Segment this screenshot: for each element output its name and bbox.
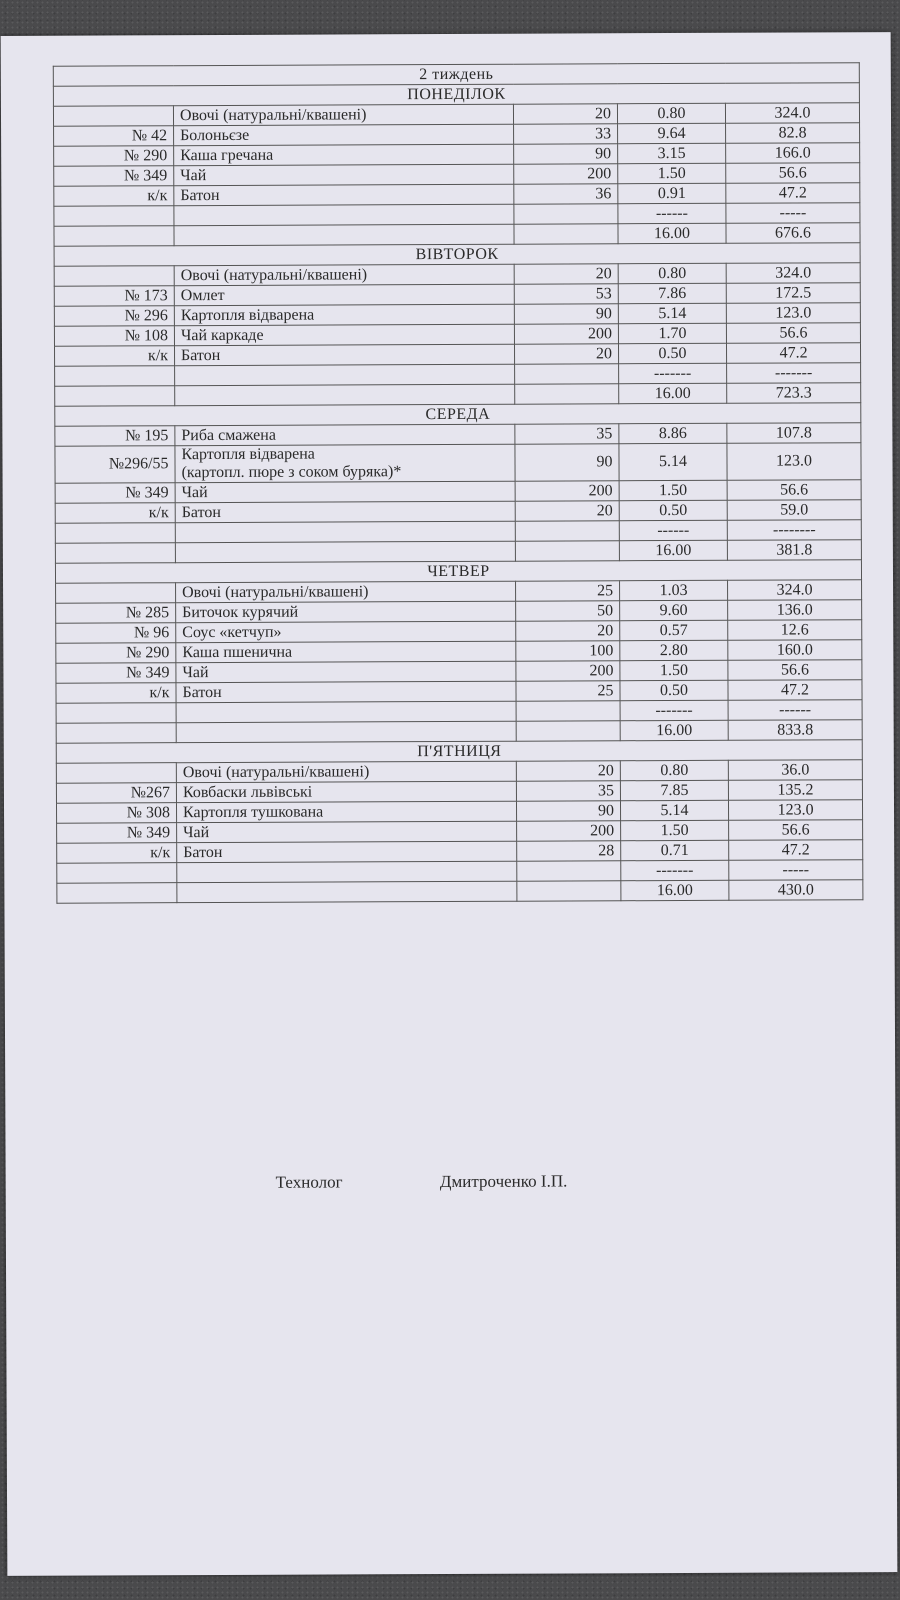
dish-name: Батон xyxy=(176,681,516,702)
dish-name: Чай каркаде xyxy=(174,324,514,345)
dish-name: Картопля тушкована xyxy=(176,801,516,822)
empty-cell xyxy=(57,883,177,904)
signature-block xyxy=(276,1171,568,1192)
empty-cell xyxy=(517,881,621,901)
dish-kcal: 59.0 xyxy=(727,500,861,521)
signature-role: Технолог xyxy=(275,1172,343,1192)
dish-kcal: 47.2 xyxy=(726,183,860,204)
dish-price: 0.80 xyxy=(618,263,726,283)
portion-weight: 90 xyxy=(516,801,620,821)
recipe-code: к/к xyxy=(55,503,175,524)
dish-price: 2.80 xyxy=(620,640,728,660)
dish-name: Батон xyxy=(174,184,514,205)
empty-cell xyxy=(515,384,619,404)
menu-sheet xyxy=(1,32,898,1576)
empty-cell xyxy=(516,701,620,721)
dish-kcal: 56.6 xyxy=(729,820,863,841)
recipe-code: № 290 xyxy=(56,643,176,664)
dish-price: 7.86 xyxy=(618,283,726,303)
portion-weight: 25 xyxy=(516,581,620,601)
day-name: ПОНЕДІЛОК xyxy=(53,83,859,107)
dish-name: Батон xyxy=(174,344,514,365)
dish-kcal: 56.6 xyxy=(726,163,860,184)
dish-kcal: 324.0 xyxy=(725,103,859,124)
recipe-code xyxy=(56,763,176,784)
empty-cell xyxy=(515,521,619,541)
dish-kcal: 324.0 xyxy=(728,580,862,601)
price-separator: ------- xyxy=(620,700,728,720)
dish-price: 5.14 xyxy=(619,443,727,480)
dish-kcal: 47.2 xyxy=(729,840,863,861)
empty-cell xyxy=(56,723,176,744)
recipe-code xyxy=(54,266,174,287)
empty-cell xyxy=(174,224,514,245)
empty-cell xyxy=(514,224,618,244)
portion-weight: 200 xyxy=(516,661,620,681)
dish-price: 1.50 xyxy=(618,163,726,183)
portion-weight: 90 xyxy=(514,144,618,164)
dish-name: Овочі (натуральні/квашені) xyxy=(174,264,514,285)
total-kcal: 381.8 xyxy=(727,540,861,561)
empty-cell xyxy=(56,703,176,724)
dish-kcal: 47.2 xyxy=(728,680,862,701)
recipe-code: № 349 xyxy=(56,663,176,684)
dish-name: Батон xyxy=(177,841,517,862)
price-separator: ------ xyxy=(618,203,726,223)
recipe-code: № 42 xyxy=(54,126,174,147)
portion-weight: 25 xyxy=(516,681,620,701)
recipe-code: № 349 xyxy=(57,823,177,844)
total-row xyxy=(57,880,863,904)
portion-weight: 20 xyxy=(515,501,619,521)
recipe-code: № 285 xyxy=(56,603,176,624)
recipe-code: № 96 xyxy=(56,623,176,644)
empty-cell xyxy=(517,861,621,881)
dish-name: Ковбаски львівські xyxy=(176,781,516,802)
empty-cell xyxy=(55,523,175,544)
recipe-code: к/к xyxy=(56,683,176,704)
dish-price: 0.80 xyxy=(617,103,725,123)
dish-price: 1.50 xyxy=(619,480,727,500)
empty-cell xyxy=(55,543,175,564)
dish-name: Соус «кетчуп» xyxy=(176,621,516,642)
recipe-code: № 349 xyxy=(55,483,175,504)
dish-kcal: 166.0 xyxy=(726,143,860,164)
dish-kcal: 123.0 xyxy=(728,800,862,821)
dish-kcal: 36.0 xyxy=(728,760,862,781)
dish-name-cell xyxy=(175,444,515,482)
portion-weight: 200 xyxy=(514,164,618,184)
portion-weight: 200 xyxy=(514,324,618,344)
portion-weight: 35 xyxy=(516,781,620,801)
empty-cell xyxy=(515,541,619,561)
dish-price: 1.03 xyxy=(620,580,728,600)
empty-cell xyxy=(514,204,618,224)
dish-price: 7.85 xyxy=(620,780,728,800)
dish-name: Овочі (натуральні/квашені) xyxy=(173,104,513,125)
day-name: СЕРЕДА xyxy=(55,403,861,427)
dish-price: 0.57 xyxy=(620,620,728,640)
portion-weight: 200 xyxy=(515,481,619,501)
portion-weight: 90 xyxy=(515,444,619,481)
empty-cell xyxy=(516,721,620,741)
dish-price: 0.71 xyxy=(621,840,729,860)
signature-name: Дмитроченко І.П. xyxy=(439,1171,568,1192)
empty-cell xyxy=(175,364,515,385)
dish-name: Картопля відварена xyxy=(181,445,315,464)
dish-price: 0.91 xyxy=(618,183,726,203)
dish-price: 0.50 xyxy=(618,343,726,363)
total-price: 16.00 xyxy=(619,540,727,560)
dish-price: 5.14 xyxy=(620,800,728,820)
dish-name: Биточок курячий xyxy=(176,601,516,622)
empty-cell xyxy=(175,541,515,562)
recipe-code: № 349 xyxy=(54,166,174,187)
weekly-menu-table xyxy=(53,62,864,904)
recipe-code xyxy=(56,583,176,604)
recipe-code: № 296 xyxy=(54,306,174,327)
recipe-code: №267 xyxy=(56,783,176,804)
empty-cell xyxy=(57,863,177,884)
dish-note: (картопл. пюре з соком буряка)* xyxy=(181,463,402,482)
recipe-code: № 108 xyxy=(54,326,174,347)
total-price: 16.00 xyxy=(618,223,726,243)
total-kcal: 676.6 xyxy=(726,223,860,244)
portion-weight: 50 xyxy=(516,601,620,621)
empty-cell xyxy=(176,721,516,742)
empty-cell xyxy=(515,364,619,384)
week-title: 2 тиждень xyxy=(53,63,859,87)
day-name: П'ЯТНИЦЯ xyxy=(56,740,862,764)
dish-name: Каша гречана xyxy=(174,144,514,165)
day-name: ВІВТОРОК xyxy=(54,243,860,267)
portion-weight: 20 xyxy=(513,104,617,124)
dish-name: Картопля відварена xyxy=(174,304,514,325)
recipe-code: к/к xyxy=(54,186,174,207)
dish-kcal: 136.0 xyxy=(728,600,862,621)
recipe-code: № 173 xyxy=(54,286,174,307)
dish-price: 0.50 xyxy=(619,500,727,520)
recipe-code xyxy=(53,106,173,127)
empty-cell xyxy=(177,861,517,882)
dish-price: 0.80 xyxy=(620,760,728,780)
price-separator: ------- xyxy=(619,363,727,383)
dish-name: Чай xyxy=(176,661,516,682)
portion-weight: 20 xyxy=(514,344,618,364)
dish-price: 3.15 xyxy=(618,143,726,163)
portion-weight: 200 xyxy=(517,821,621,841)
dish-price: 9.60 xyxy=(620,600,728,620)
dish-kcal: 160.0 xyxy=(728,640,862,661)
dish-kcal: 82.8 xyxy=(726,123,860,144)
empty-cell xyxy=(175,384,515,405)
dish-kcal: 172.5 xyxy=(726,283,860,304)
portion-weight: 53 xyxy=(514,284,618,304)
portion-weight: 36 xyxy=(514,184,618,204)
dish-name: Овочі (натуральні/квашені) xyxy=(176,761,516,782)
total-price: 16.00 xyxy=(619,383,727,403)
dish-kcal: 324.0 xyxy=(726,263,860,284)
dish-name: Батон xyxy=(175,501,515,522)
dish-kcal: 123.0 xyxy=(726,303,860,324)
kcal-separator: ----- xyxy=(726,203,860,224)
price-separator: ------ xyxy=(619,520,727,540)
total-price: 16.00 xyxy=(621,880,729,900)
recipe-code: к/к xyxy=(54,346,174,367)
dish-kcal: 56.6 xyxy=(726,323,860,344)
dish-price: 1.50 xyxy=(620,660,728,680)
dish-name: Чай xyxy=(177,821,517,842)
kcal-separator: ------ xyxy=(728,700,862,721)
portion-weight: 20 xyxy=(516,621,620,641)
portion-weight: 100 xyxy=(516,641,620,661)
recipe-code: № 195 xyxy=(55,426,175,447)
portion-weight: 20 xyxy=(514,264,618,284)
portion-weight: 20 xyxy=(516,761,620,781)
dish-kcal: 12.6 xyxy=(728,620,862,641)
total-kcal: 833.8 xyxy=(728,720,862,741)
dish-kcal: 56.6 xyxy=(727,480,861,501)
dish-kcal: 135.2 xyxy=(728,780,862,801)
dish-kcal: 107.8 xyxy=(727,423,861,444)
recipe-code: № 308 xyxy=(56,803,176,824)
empty-cell xyxy=(55,386,175,407)
total-kcal: 430.0 xyxy=(729,880,863,901)
dish-name: Чай xyxy=(175,481,515,502)
empty-cell xyxy=(54,206,174,227)
dish-price: 5.14 xyxy=(618,303,726,323)
empty-cell xyxy=(55,366,175,387)
total-kcal: 723.3 xyxy=(727,383,861,404)
recipe-code: № 290 xyxy=(54,146,174,167)
portion-weight: 28 xyxy=(517,841,621,861)
total-price: 16.00 xyxy=(620,720,728,740)
empty-cell xyxy=(175,521,515,542)
dish-kcal: 123.0 xyxy=(727,443,861,481)
dish-price: 8.86 xyxy=(619,423,727,443)
empty-cell xyxy=(54,226,174,247)
dish-name: Овочі (натуральні/квашені) xyxy=(176,581,516,602)
dish-price: 1.70 xyxy=(618,323,726,343)
dish-name: Омлет xyxy=(174,284,514,305)
kcal-separator: ----- xyxy=(729,860,863,881)
recipe-code: к/к xyxy=(57,843,177,864)
empty-cell xyxy=(177,881,517,902)
dish-kcal: 47.2 xyxy=(726,343,860,364)
portion-weight: 35 xyxy=(515,424,619,444)
portion-weight: 90 xyxy=(514,304,618,324)
dish-name: Болоньєзе xyxy=(174,124,514,145)
dish-price: 0.50 xyxy=(620,680,728,700)
price-separator: ------- xyxy=(621,860,729,880)
empty-cell xyxy=(176,701,516,722)
dish-name: Каша пшенична xyxy=(176,641,516,662)
menu-row xyxy=(55,443,861,484)
empty-cell xyxy=(174,204,514,225)
kcal-separator: -------- xyxy=(727,520,861,541)
dish-price: 1.50 xyxy=(621,820,729,840)
dish-name: Риба смажена xyxy=(175,424,515,445)
kcal-separator: ------- xyxy=(727,363,861,384)
recipe-code: №296/55 xyxy=(55,446,175,484)
dish-price: 9.64 xyxy=(618,123,726,143)
dish-kcal: 56.6 xyxy=(728,660,862,681)
portion-weight: 33 xyxy=(514,124,618,144)
day-name: ЧЕТВЕР xyxy=(55,560,861,584)
dish-name: Чай xyxy=(174,164,514,185)
